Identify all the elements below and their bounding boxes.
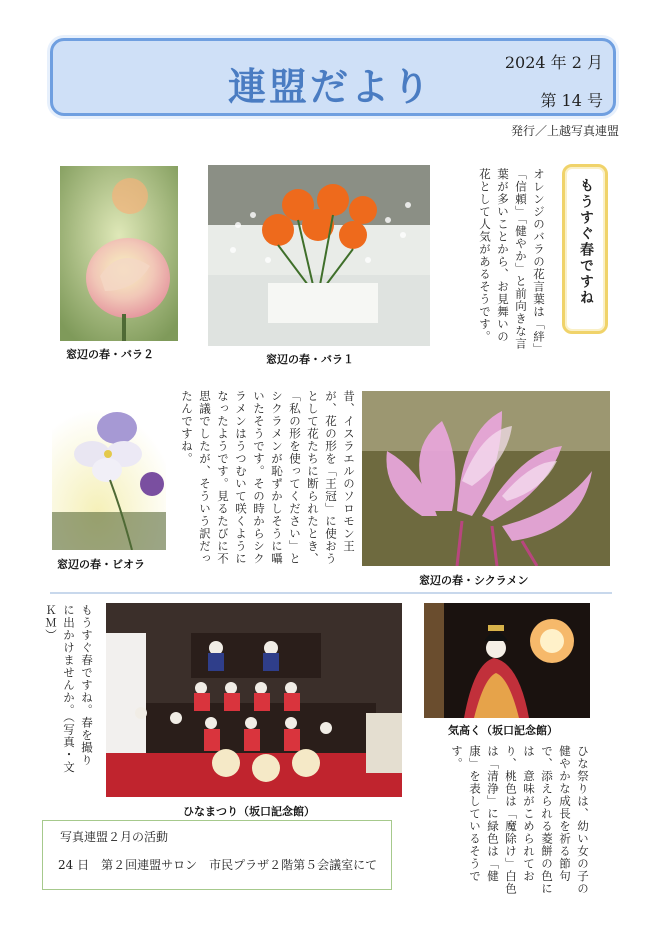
rose2-caption: 窓辺の春・バラ２ [66, 348, 154, 361]
viola-photo [52, 402, 166, 550]
section1-text: オレンジのバラの花言葉は「絆」「信頼」「健やか」と前向きな言葉が多いことから、お見舞いの花として人気があるそうです。 [478, 168, 546, 350]
rose1-photo [208, 165, 430, 346]
issue-number: 第 14 号 [540, 91, 603, 110]
section-divider [50, 592, 612, 594]
viola-caption: 窓辺の春・ビオラ [57, 558, 145, 571]
cyclamen-photo [362, 391, 610, 566]
issue-date: 2024 年 2 月 [504, 53, 603, 72]
hinamatsuri-photo [106, 603, 402, 797]
kidakaku-photo [424, 603, 590, 718]
rose1-caption: 窓辺の春・バラ１ [266, 353, 354, 366]
cyclamen-caption: 窓辺の春・シクラメン [419, 574, 529, 587]
publisher: 発行／上越写真連盟 [510, 124, 619, 138]
section-heading: もうすぐ春ですね [578, 178, 594, 306]
newsletter-title: 連盟だより [228, 65, 434, 109]
section3-right-text: ひな祭りは、幼い女の子の健やかな成長を祈る節句で、添えられる菱餅の色には 意味がこめられており、桃色は「魔除け」白色は「清浄」に緑色は「健康」を表しているそうです。 [450, 745, 590, 895]
rose2-photo [60, 166, 178, 341]
hinamatsuri-caption: ひなまつり（坂口記念館） [183, 805, 315, 818]
section2-text: 昔、イスラエルのソロモン王が、花の形を「王冠」に使おうとして花たちに断られたとき、「私の形を使ってください」とシクラメンが恥ずかしそうに囁いたそうです。その時からシクラメンはうつむいて咲くようになったようです。見るたびに不思議でしたが、そういう訳だったんですね。 [180, 390, 356, 565]
activity-title: 写真連盟２月の活動 [60, 830, 169, 844]
section3-left-text: もうすぐ春ですね。春を撮りに出かけませんか。（写真・文 ＫＭ） [44, 604, 94, 774]
activity-body: 24 日 第２回連盟サロン 市民プラザ２階第５会議室にて [58, 858, 378, 872]
kidakaku-caption: 気高く（坂口記念館） [448, 724, 558, 737]
